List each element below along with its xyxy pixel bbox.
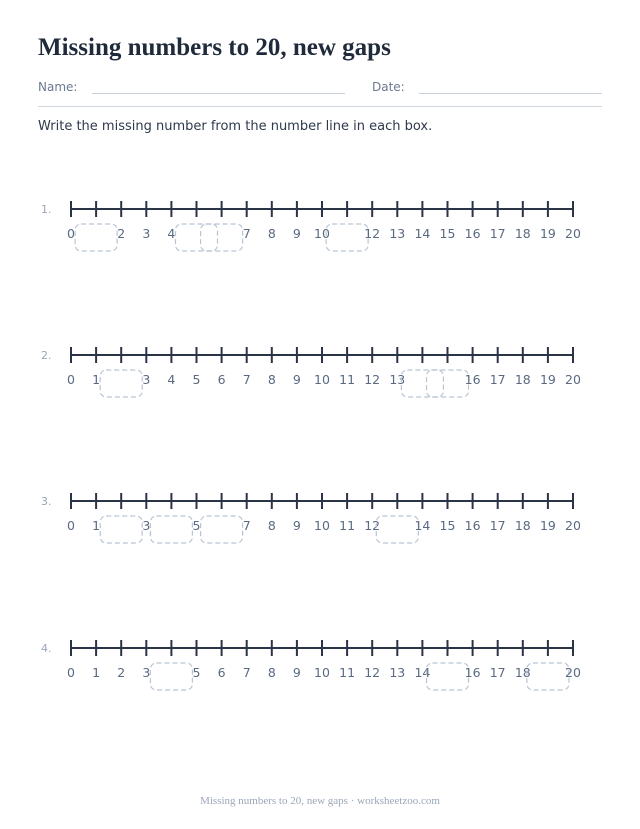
tick-label: 5	[192, 665, 201, 680]
worksheet-title: Missing numbers to 20, new gaps	[38, 34, 391, 61]
tick-label: 7	[242, 665, 251, 680]
answer-box[interactable]	[100, 516, 142, 543]
tick-label: 14	[414, 518, 431, 533]
tick-label: 12	[364, 226, 381, 241]
tick-label: 6	[217, 665, 226, 680]
tick-label: 1	[92, 372, 101, 387]
number-line-3	[0, 488, 640, 548]
tick-label: 18	[514, 226, 531, 241]
tick-label: 4	[167, 226, 176, 241]
tick-label: 5	[192, 518, 201, 533]
tick-label: 11	[339, 518, 356, 533]
tick-label: 19	[539, 372, 556, 387]
tick-label: 11	[339, 665, 356, 680]
row-number: 3.	[41, 495, 52, 508]
tick-label: 20	[565, 518, 581, 533]
answer-box[interactable]	[376, 516, 418, 543]
tick-label: 12	[364, 665, 381, 680]
tick-label: 17	[489, 518, 506, 533]
tick-label: 7	[242, 518, 251, 533]
tick-label: 8	[267, 372, 276, 387]
tick-label: 2	[117, 665, 126, 680]
date-label: Date:	[372, 80, 405, 94]
tick-label: 13	[389, 665, 406, 680]
tick-label: 9	[292, 518, 301, 533]
tick-label: 15	[439, 518, 456, 533]
number-line-1	[0, 196, 640, 256]
answer-box[interactable]	[201, 516, 243, 543]
tick-label: 18	[514, 372, 531, 387]
tick-label: 20	[565, 372, 581, 387]
tick-label: 20	[565, 226, 581, 241]
answer-box[interactable]	[75, 224, 117, 251]
tick-label: 1	[92, 518, 101, 533]
tick-label: 8	[267, 665, 276, 680]
answer-box[interactable]	[527, 663, 569, 690]
tick-label: 0	[67, 226, 75, 241]
tick-label: 3	[142, 226, 151, 241]
tick-label: 18	[514, 665, 531, 680]
answer-box[interactable]	[100, 370, 142, 397]
tick-label: 7	[242, 226, 251, 241]
row-number: 1.	[41, 203, 52, 216]
tick-label: 10	[314, 226, 330, 241]
tick-label: 13	[389, 372, 406, 387]
tick-label: 16	[464, 226, 481, 241]
tick-label: 13	[389, 226, 406, 241]
tick-label: 12	[364, 518, 381, 533]
header-divider	[38, 106, 602, 107]
tick-label: 18	[514, 518, 531, 533]
answer-box[interactable]	[326, 224, 368, 251]
tick-label: 17	[489, 665, 506, 680]
tick-label: 2	[117, 226, 126, 241]
row-number: 2.	[41, 349, 52, 362]
answer-box[interactable]	[150, 516, 192, 543]
tick-label: 6	[217, 372, 226, 387]
tick-label: 19	[539, 226, 556, 241]
answer-box[interactable]	[201, 224, 243, 251]
name-field[interactable]	[92, 93, 345, 94]
tick-label: 1	[92, 665, 101, 680]
tick-label: 12	[364, 372, 381, 387]
tick-label: 11	[339, 372, 356, 387]
footer: Missing numbers to 20, new gaps · worksheetzoo.com	[200, 795, 440, 807]
answer-box[interactable]	[150, 663, 192, 690]
tick-label: 10	[314, 665, 330, 680]
tick-label: 0	[67, 665, 75, 680]
number-line-2	[0, 342, 640, 402]
tick-label: 9	[292, 226, 301, 241]
tick-label: 10	[314, 518, 330, 533]
tick-label: 4	[167, 372, 176, 387]
tick-label: 8	[267, 226, 276, 241]
tick-label: 3	[142, 372, 151, 387]
tick-label: 14	[414, 665, 431, 680]
tick-label: 8	[267, 518, 276, 533]
instructions: Write the missing number from the number line in each box.	[38, 119, 433, 134]
tick-label: 14	[414, 226, 431, 241]
tick-label: 9	[292, 372, 301, 387]
tick-label: 3	[142, 518, 151, 533]
date-field[interactable]	[419, 93, 602, 94]
answer-box[interactable]	[427, 663, 469, 690]
tick-label: 3	[142, 665, 151, 680]
number-line-4	[0, 635, 640, 695]
tick-label: 17	[489, 372, 506, 387]
tick-label: 20	[565, 665, 581, 680]
tick-label: 0	[67, 518, 75, 533]
answer-box[interactable]	[401, 370, 443, 397]
name-label: Name:	[38, 80, 78, 94]
tick-label: 0	[67, 372, 75, 387]
tick-label: 7	[242, 372, 251, 387]
tick-label: 15	[439, 226, 456, 241]
tick-label: 5	[192, 372, 201, 387]
answer-box[interactable]	[176, 224, 218, 251]
tick-label: 9	[292, 665, 301, 680]
answer-box[interactable]	[427, 370, 469, 397]
tick-label: 16	[464, 372, 481, 387]
tick-label: 16	[464, 518, 481, 533]
tick-label: 17	[489, 226, 506, 241]
tick-label: 19	[539, 518, 556, 533]
tick-label: 10	[314, 372, 330, 387]
row-number: 4.	[41, 642, 52, 655]
tick-label: 16	[464, 665, 481, 680]
